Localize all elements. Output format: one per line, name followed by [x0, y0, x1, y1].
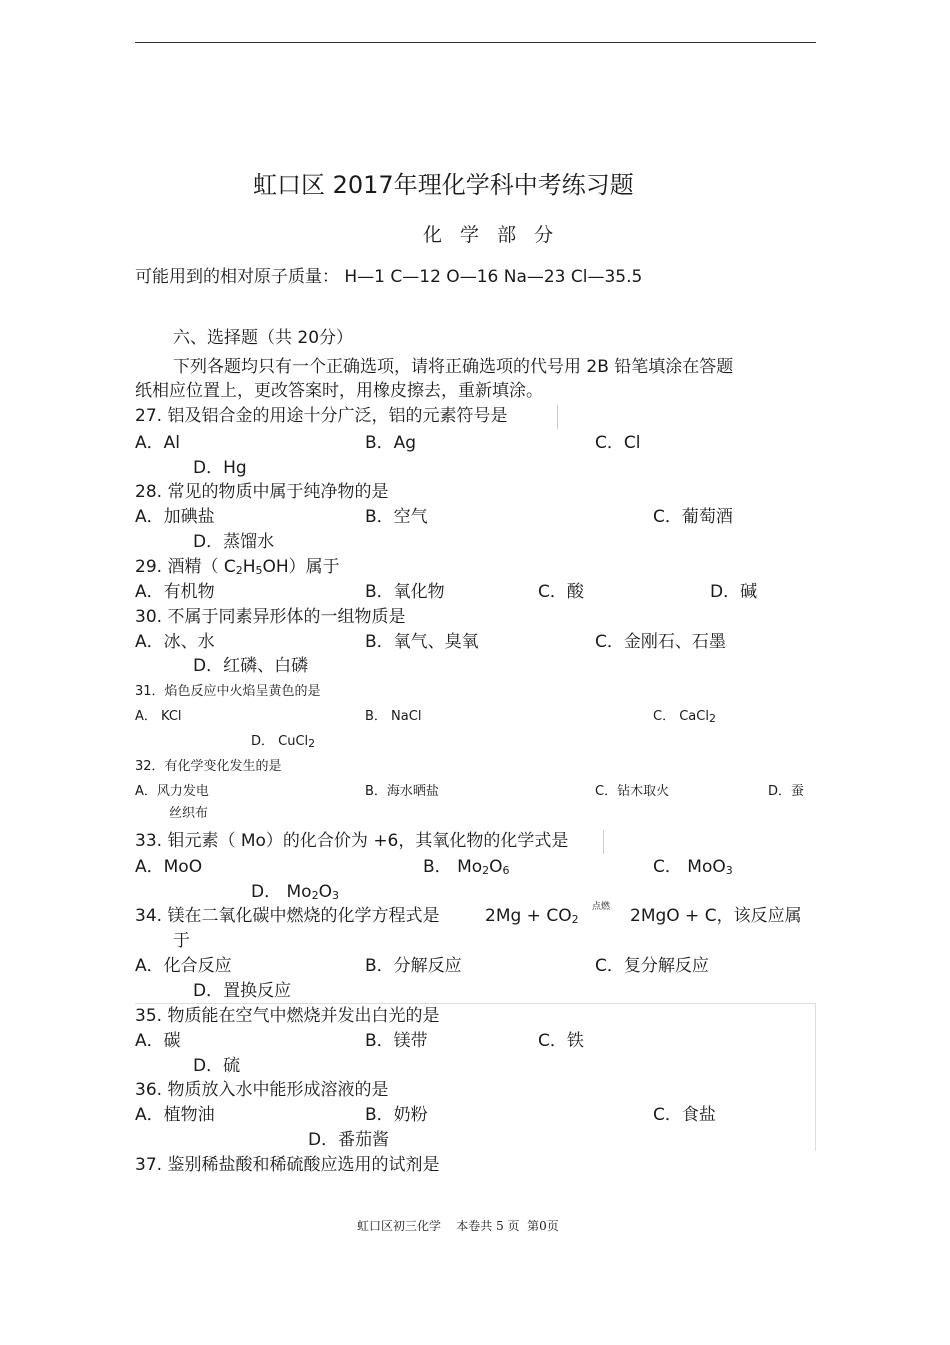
q31-option-a: A． KCl	[135, 709, 182, 724]
q28-stem: 28. 常见的物质中属于纯净物的是	[135, 482, 389, 502]
q36-option-c: C．食盐	[653, 1105, 716, 1125]
q35-option-a: A．碳	[135, 1031, 181, 1051]
q34-stem: 34. 镁在二氧化碳中燃烧的化学方程式是	[135, 906, 440, 926]
q27-option-c: C．Cl	[595, 433, 641, 453]
q33-option-b: B． Mo2O6	[423, 857, 510, 877]
page-subtitle: 化 学 部 分	[423, 224, 560, 246]
q36-option-b: B．奶粉	[365, 1105, 428, 1125]
q34-option-b: B．分解反应	[365, 956, 462, 976]
frame-line	[815, 1003, 816, 1151]
q34-option-a: A．化合反应	[135, 956, 232, 976]
q34-equation-right: 2MgO + C，该反应属	[630, 906, 802, 926]
q28-option-c: C．葡萄酒	[653, 507, 733, 527]
section-heading: 六、选择题（共 20分）	[173, 328, 354, 348]
q31-option-b: B． NaCl	[365, 709, 422, 724]
q27-stem: 27. 铝及铝合金的用途十分广泛，铝的元素符号是	[135, 406, 508, 426]
top-rule	[135, 42, 816, 43]
q37-stem: 37. 鉴别稀盐酸和稀硫酸应选用的试剂是	[135, 1155, 440, 1175]
q32-option-d-continued: 丝织布	[169, 806, 209, 821]
q36-option-d: D．番茄酱	[308, 1130, 390, 1150]
q29-stem: 29. 酒精（ C2H5OH）属于	[135, 557, 340, 577]
page-footer: 虹口区初三化学 本卷共 5 页 第0页	[357, 1219, 559, 1233]
q27-option-d: D．Hg	[193, 458, 247, 478]
q36-option-a: A．植物油	[135, 1105, 215, 1125]
q31-stem: 31．焰色反应中火焰呈黄色的是	[135, 684, 321, 699]
q35-option-c: C．铁	[538, 1031, 584, 1051]
frame-line	[135, 1003, 816, 1004]
q29-option-d: D．碱	[710, 582, 758, 602]
instructions-line-2: 纸相应位置上，更改答案时，用橡皮擦去，重新填涂。	[135, 381, 543, 401]
margin-mark	[557, 405, 558, 429]
margin-mark	[603, 830, 604, 854]
q28-option-d: D．蒸馏水	[193, 532, 275, 552]
page-title: 虹口区 2017年理化学科中考练习题	[253, 171, 634, 199]
q27-option-a: A．Al	[135, 433, 180, 453]
q33-option-c: C． MoO3	[653, 857, 733, 877]
q31-option-d: D． CuCl2	[251, 734, 316, 750]
q30-option-d: D．红磷、白磷	[193, 656, 309, 676]
q30-option-b: B．氧气、臭氧	[365, 632, 479, 652]
q30-option-c: C．金刚石、石墨	[595, 632, 726, 652]
q29-option-a: A．有机物	[135, 582, 215, 602]
q29-option-b: B．氧化物	[365, 582, 445, 602]
q32-stem: 32．有化学变化发生的是	[135, 759, 282, 774]
q34-reaction-condition: 点燃	[592, 902, 611, 912]
q35-option-b: B．镁带	[365, 1031, 428, 1051]
q32-option-a: A．风力发电	[135, 784, 209, 799]
q34-option-d: D．置换反应	[193, 981, 292, 1001]
q31-option-c: C． CaCl2	[653, 709, 716, 725]
q33-option-a: A．MoO	[135, 857, 203, 877]
q33-stem: 33. 钼元素（ Mo）的化合价为 +6，其氧化物的化学式是	[135, 831, 569, 851]
instructions-line-1: 下列各题均只有一个正确选项，请将正确选项的代号用 2B 铅笔填涂在答题	[173, 357, 734, 377]
q28-option-b: B．空气	[365, 507, 428, 527]
q34-option-c: C．复分解反应	[595, 956, 709, 976]
q32-option-b: B．海水晒盐	[365, 784, 439, 799]
q30-stem: 30. 不属于同素异形体的一组物质是	[135, 607, 406, 627]
q28-option-a: A．加碘盐	[135, 507, 215, 527]
q33-option-d: D． Mo2O3	[251, 882, 339, 902]
q32-option-c: C．钻木取火	[595, 784, 670, 799]
q36-stem: 36. 物质放入水中能形成溶液的是	[135, 1080, 389, 1100]
q34-equation-left: 2Mg + CO2	[485, 906, 579, 926]
atomic-masses: 可能用到的相对原子质量： H—1 C—12 O—16 Na—23 Cl—35.5	[135, 267, 643, 287]
q34-stem-continued: 于	[173, 931, 190, 951]
q27-option-b: B．Ag	[365, 433, 417, 453]
q30-option-a: A．冰、水	[135, 632, 215, 652]
q32-option-d: D．蚕	[768, 784, 805, 799]
q29-option-c: C．酸	[538, 582, 584, 602]
q35-stem: 35. 物质能在空气中燃烧并发出白光的是	[135, 1006, 440, 1026]
q35-option-d: D．硫	[193, 1056, 241, 1076]
